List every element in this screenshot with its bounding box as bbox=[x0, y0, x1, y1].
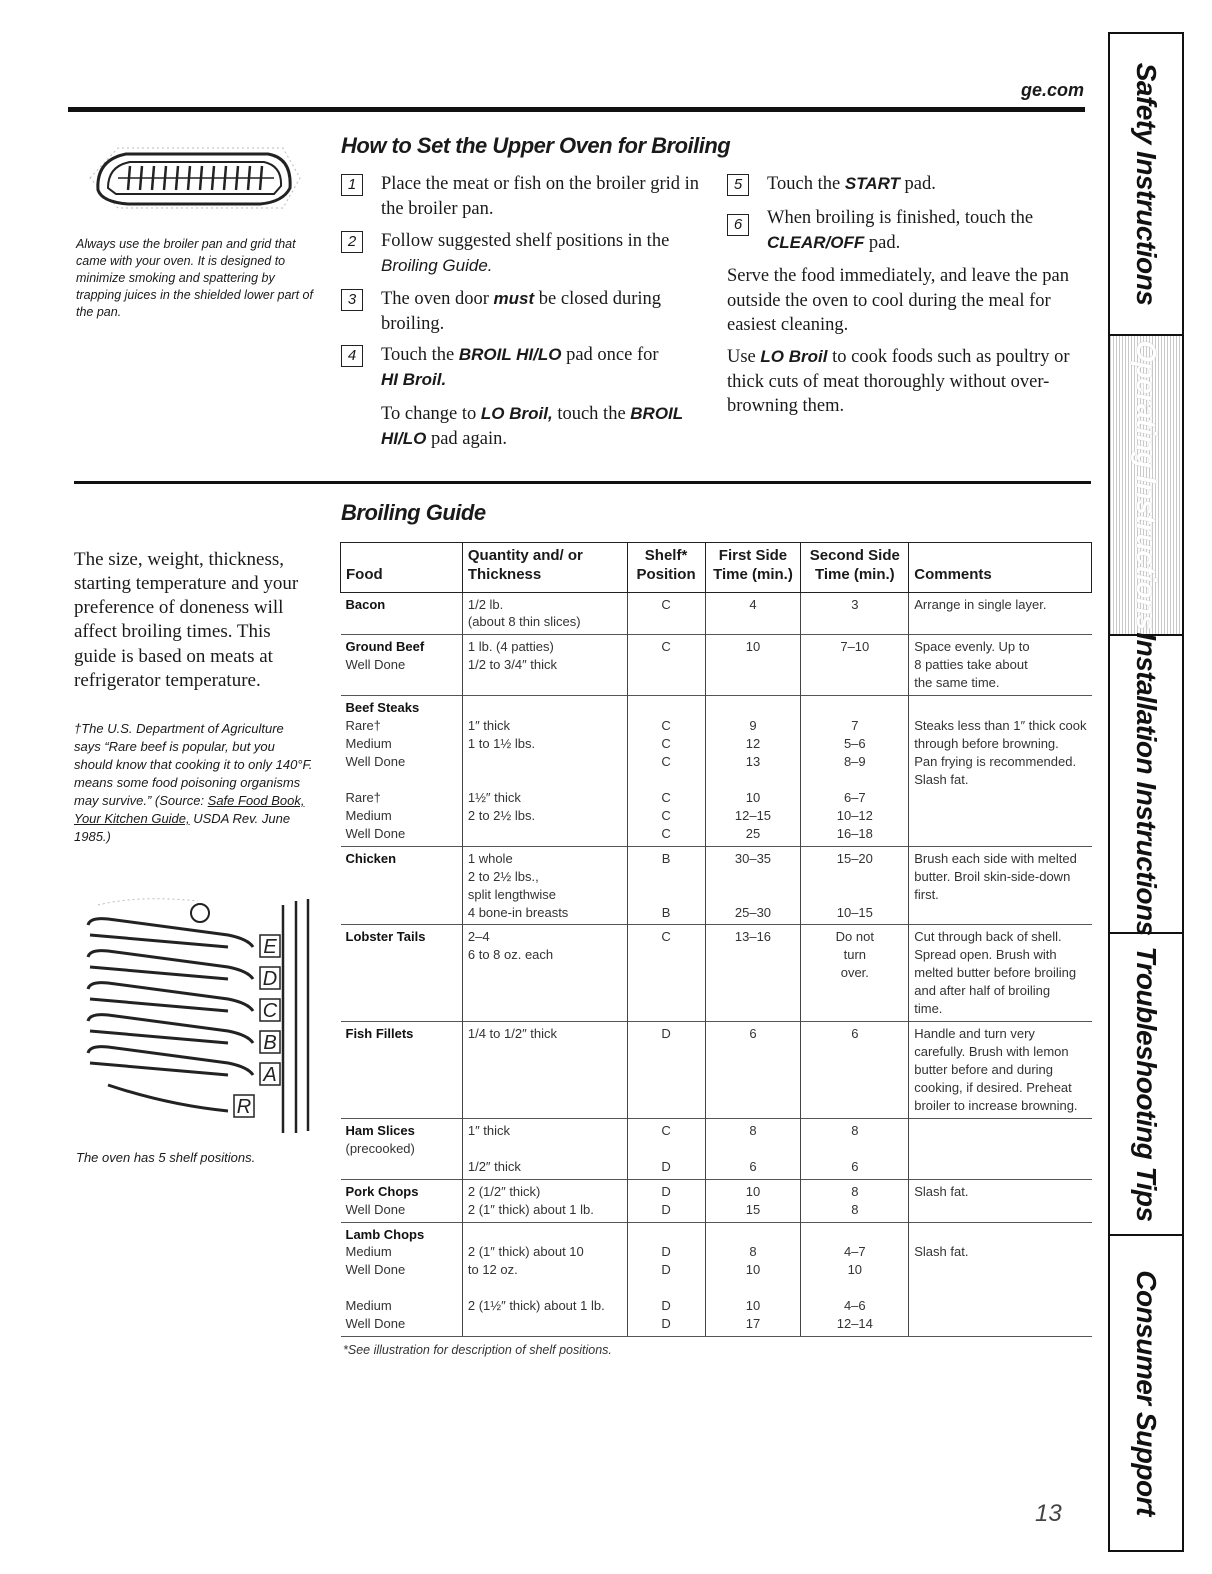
cell-food bbox=[341, 635, 463, 696]
cell-first-side bbox=[705, 635, 801, 696]
first-side-value: 10 bbox=[745, 639, 761, 655]
footnote-text-a: †The U.S. Department of Agriculture says “Rare beef is popular, but you should know that cooking it to only 140°F. means some food poisoning organisms may survive.” (Source: bbox=[74, 721, 313, 808]
shelf-value: D D D D bbox=[661, 1244, 671, 1332]
cell-food bbox=[341, 592, 463, 635]
comments-value: Handle and turn very carefully. Brush with lemon butter before and during cooking, if desired. Preheat broiler to increase browning. bbox=[914, 1026, 1078, 1113]
comments-value: Arrange in single layer. bbox=[914, 596, 1047, 612]
step-text-a: Touch the bbox=[381, 345, 459, 365]
cell-comments bbox=[909, 1222, 1092, 1337]
lo-broil-em: LO Broil, bbox=[480, 404, 553, 423]
step-text bbox=[381, 287, 701, 336]
cell-first-side bbox=[705, 696, 801, 847]
tab-label: Safety Instructions bbox=[1131, 62, 1162, 306]
cell-qty bbox=[462, 1222, 627, 1337]
comments-value: Cut through back of shell. Spread open. Brush with melted butter before broiling and after half of broiling time. bbox=[914, 929, 1077, 1017]
lo-broil-text bbox=[381, 402, 711, 451]
cell-shelf bbox=[627, 1118, 705, 1179]
qty-value: 2 (1/2″ thick) 2 (1″ thick) about 1 lb. bbox=[467, 1183, 594, 1217]
step-text-b: Broiling Guide. bbox=[381, 255, 493, 275]
cell-first-side bbox=[705, 1118, 801, 1179]
cell-second-side bbox=[801, 1222, 909, 1337]
section-title-guide: Broiling Guide bbox=[341, 500, 486, 525]
food-name: Beef Steaks bbox=[345, 700, 420, 716]
lo-broil-a: To change to bbox=[381, 404, 481, 424]
shelf-value: C bbox=[661, 639, 671, 655]
cell-second-side bbox=[801, 1118, 909, 1179]
lo-broil-b: touch the bbox=[552, 404, 631, 424]
second-side-value: Do not turn over. bbox=[835, 929, 874, 981]
comments-value: Slash fat. bbox=[914, 1183, 969, 1199]
step-text-a: Touch the bbox=[767, 174, 845, 194]
lo-broil-c: pad again. bbox=[426, 428, 507, 449]
cell-comments bbox=[909, 846, 1092, 925]
cell-comments bbox=[909, 592, 1092, 635]
serve-paragraph: Serve the food immediately, and leave the pan outside the oven to cool during the meal for easiest cleaning. bbox=[727, 266, 1069, 336]
step-text bbox=[767, 206, 1087, 255]
second-side-value: 7–10 bbox=[840, 639, 870, 655]
food-name: Ground Beef bbox=[345, 639, 425, 655]
first-side-value: 4 bbox=[749, 596, 757, 612]
second-side-value: 15–20 10–15 bbox=[836, 850, 873, 920]
cell-second-side bbox=[801, 635, 909, 696]
first-side-value: 8 6 bbox=[749, 1122, 757, 1174]
cell-shelf bbox=[627, 635, 705, 696]
table-row bbox=[341, 635, 1092, 696]
shelf-positions-illustration bbox=[78, 895, 318, 1135]
step-emphasis: CLEAR/OFF bbox=[767, 232, 865, 252]
shelf-value: C C C C C C bbox=[661, 718, 671, 841]
table-row bbox=[341, 696, 1092, 847]
qty-value: 1″ thick 1/2″ thick bbox=[467, 1122, 521, 1174]
step-text: Place the meat or fish on the broiler grid in the broiler pan. bbox=[381, 174, 700, 219]
food-name: Fish Fillets bbox=[345, 1026, 414, 1042]
cell-qty bbox=[462, 1179, 627, 1222]
cell-second-side bbox=[801, 1179, 909, 1222]
cell-comments bbox=[909, 635, 1092, 696]
top-rule bbox=[68, 107, 1085, 112]
header-food: Food bbox=[341, 543, 463, 593]
cell-second-side bbox=[801, 1022, 909, 1119]
step-text-b: pad once for bbox=[561, 345, 659, 365]
qty-value: 1 whole 2 to 2½ lbs., split lengthwise 4 bone-in breasts bbox=[467, 850, 569, 920]
cell-comments bbox=[909, 1118, 1092, 1179]
use-a: Use bbox=[727, 347, 761, 367]
step-number: 5 bbox=[727, 174, 749, 196]
page-number: 13 bbox=[1035, 1500, 1062, 1527]
comments-value: Slash fat. bbox=[914, 1244, 969, 1260]
cell-shelf bbox=[627, 846, 705, 925]
second-side-value: 8 8 bbox=[851, 1183, 859, 1217]
tab-installation-instructions[interactable] bbox=[1110, 632, 1182, 936]
guide-intro: The size, weight, thickness, starting temperature and your preference of doneness will affect broiling times. This guide is based on meats at refrigerator temperature. bbox=[74, 549, 299, 691]
step-text-b: pad. bbox=[864, 232, 901, 253]
cell-food bbox=[341, 1222, 463, 1337]
tab-label: Troubleshooting Tips bbox=[1131, 946, 1162, 1222]
header-second-side: Second Side Time (min.) bbox=[801, 543, 909, 593]
tab-label: Operating Instructions bbox=[1131, 340, 1162, 630]
step-emphasis: START bbox=[844, 174, 900, 193]
tab-troubleshooting-tips[interactable] bbox=[1110, 934, 1182, 1236]
table-row bbox=[341, 1118, 1092, 1179]
cell-food bbox=[341, 1118, 463, 1179]
shelf-value: C D bbox=[661, 1122, 671, 1174]
shelf-value: D D bbox=[661, 1183, 671, 1217]
step-emphasis-2: HI Broil. bbox=[381, 369, 447, 389]
section-rule bbox=[74, 481, 1091, 484]
food-name: Bacon bbox=[345, 596, 386, 612]
step-number: 2 bbox=[341, 231, 363, 253]
cell-food bbox=[341, 1022, 463, 1119]
food-name: Pork Chops bbox=[345, 1183, 419, 1199]
step-emphasis: BROIL HI/LO bbox=[458, 345, 562, 364]
table-row bbox=[341, 592, 1092, 635]
qty-value: 1/4 to 1/2″ thick bbox=[467, 1026, 558, 1042]
food-name: Chicken bbox=[345, 850, 397, 866]
table-row bbox=[341, 1222, 1092, 1337]
cell-comments bbox=[909, 1022, 1092, 1119]
step-text-b: pad. bbox=[899, 174, 936, 194]
shelf-label-a: A bbox=[263, 1064, 277, 1086]
footnote-source: Safe Food Book, Your Kitchen Guide, bbox=[74, 792, 305, 826]
cell-comments bbox=[909, 925, 1092, 1022]
cell-second-side bbox=[801, 846, 909, 925]
food-doneness: Rare† Medium Well Done Rare† Medium Well Done bbox=[345, 718, 406, 841]
header-comments: Comments bbox=[909, 543, 1092, 593]
cell-comments bbox=[909, 1179, 1092, 1222]
broiling-guide-table bbox=[340, 542, 1092, 1337]
cell-first-side bbox=[705, 1222, 801, 1337]
cell-shelf bbox=[627, 696, 705, 847]
cell-first-side bbox=[705, 925, 801, 1022]
shelf-value: C bbox=[661, 596, 671, 612]
site-url: ge.com bbox=[1020, 80, 1084, 100]
tab-safety-instructions[interactable] bbox=[1110, 34, 1182, 336]
shelf-label-r: R bbox=[236, 1096, 252, 1118]
table-row bbox=[341, 1179, 1092, 1222]
step-text-b: be closed during broiling. bbox=[381, 289, 662, 334]
shelf-value: B B bbox=[661, 850, 671, 920]
table-row bbox=[341, 925, 1092, 1022]
section-title-how-to: How to Set the Upper Oven for Broiling bbox=[341, 133, 731, 158]
step-text-a: When broiling is finished, touch the bbox=[767, 208, 1034, 228]
first-side-value: 13–16 bbox=[734, 929, 772, 945]
cell-second-side bbox=[801, 696, 909, 847]
shelf-label-d: D bbox=[262, 968, 278, 990]
lo-broil-paragraph bbox=[727, 345, 1077, 419]
tab-operating-instructions[interactable] bbox=[1110, 336, 1182, 636]
food-doneness: (precooked) bbox=[345, 1140, 415, 1156]
cell-first-side bbox=[705, 1022, 801, 1119]
cell-qty bbox=[462, 592, 627, 635]
cell-qty bbox=[462, 1118, 627, 1179]
cell-shelf bbox=[627, 1179, 705, 1222]
second-side-value: 8 6 bbox=[851, 1122, 859, 1174]
shelf-value: C bbox=[661, 929, 671, 945]
qty-value: 1 lb. (4 patties) 1/2 to 3/4″ thick bbox=[467, 639, 558, 673]
cell-comments bbox=[909, 696, 1092, 847]
food-doneness: Well Done bbox=[345, 657, 406, 673]
cell-qty bbox=[462, 635, 627, 696]
qty-value: 2 (1″ thick) about 10 to 12 oz. 2 (1½″ thick) about 1 lb. bbox=[467, 1244, 605, 1314]
food-name: Lobster Tails bbox=[345, 929, 426, 945]
cell-qty bbox=[462, 925, 627, 1022]
first-side-value: 10 15 bbox=[745, 1183, 761, 1217]
tab-label: Consumer Support bbox=[1131, 1270, 1162, 1516]
cell-shelf bbox=[627, 592, 705, 635]
second-side-value: 6 bbox=[851, 1026, 859, 1042]
second-side-value: 7 5–6 8–9 6–7 10–12 16–18 bbox=[836, 718, 873, 841]
shelf-caption: The oven has 5 shelf positions. bbox=[76, 1150, 256, 1165]
food-doneness: Well Done bbox=[345, 1201, 406, 1217]
shelf-label-b: B bbox=[263, 1032, 277, 1054]
cell-shelf bbox=[627, 1022, 705, 1119]
step-number: 1 bbox=[341, 174, 363, 196]
lo-broil-em2: BROIL HI/LO bbox=[381, 404, 683, 448]
use-em: LO Broil bbox=[760, 347, 828, 366]
header-shelf: Shelf* Position bbox=[627, 543, 705, 593]
qty-value: 1/2 lb. (about 8 thin slices) bbox=[467, 596, 581, 630]
use-b: to cook foods such as poultry or thick cuts of meat thoroughly without over-browning them. bbox=[727, 347, 1070, 417]
cell-second-side bbox=[801, 925, 909, 1022]
shelf-value: D bbox=[661, 1026, 671, 1042]
comments-value: Steaks less than 1″ thick cook through before browning. Pan frying is recommended. Slash fat. bbox=[914, 718, 1087, 787]
shelf-label-c: C bbox=[262, 1000, 278, 1022]
shelf-label-e: E bbox=[263, 936, 277, 958]
step-text bbox=[767, 172, 1077, 197]
table-header-row bbox=[341, 543, 1092, 593]
first-side-value: 8 10 10 17 bbox=[745, 1244, 761, 1332]
step-number: 3 bbox=[341, 289, 363, 311]
header-quantity: Quantity and/ or Thickness bbox=[462, 543, 627, 593]
cell-shelf bbox=[627, 925, 705, 1022]
cell-food bbox=[341, 846, 463, 925]
cell-shelf bbox=[627, 1222, 705, 1337]
first-side-value: 9 12 13 10 12–15 25 bbox=[734, 718, 772, 841]
tab-consumer-support[interactable] bbox=[1110, 1236, 1182, 1550]
step-emphasis: must bbox=[493, 289, 535, 308]
cell-second-side bbox=[801, 592, 909, 635]
pan-caption: Always use the broiler pan and grid that came with your oven. It is designed to minimize smoking and spattering by trapping juices in the shielded lower part of the pan. bbox=[76, 237, 313, 319]
first-side-value: 6 bbox=[749, 1026, 757, 1042]
cell-food bbox=[341, 925, 463, 1022]
tab-label: Installation Instructions bbox=[1131, 632, 1162, 936]
cell-first-side bbox=[705, 592, 801, 635]
footnote-text-b: USDA Rev. June 1985.) bbox=[74, 810, 291, 844]
cell-qty bbox=[462, 846, 627, 925]
cell-qty bbox=[462, 696, 627, 847]
cell-first-side bbox=[705, 846, 801, 925]
step-number: 6 bbox=[727, 214, 749, 236]
step-text-a: The oven door bbox=[381, 289, 494, 309]
cell-food bbox=[341, 696, 463, 847]
usda-footnote bbox=[74, 720, 314, 846]
step-text bbox=[381, 229, 711, 278]
food-name: Lamb Chops bbox=[345, 1226, 425, 1242]
cell-food bbox=[341, 1179, 463, 1222]
section-tabs bbox=[1108, 32, 1184, 1552]
cell-qty bbox=[462, 1022, 627, 1119]
step-number: 4 bbox=[341, 345, 363, 367]
first-side-value: 30–35 25–30 bbox=[734, 850, 772, 920]
comments-value: Space evenly. Up to 8 patties take about the same time. bbox=[914, 639, 1030, 691]
table-footnote: *See illustration for description of shelf positions. bbox=[343, 1343, 612, 1357]
second-side-value: 3 bbox=[851, 596, 859, 612]
step-text-a: Follow suggested shelf positions in the bbox=[381, 231, 670, 251]
header-first-side: First Side Time (min.) bbox=[705, 543, 801, 593]
table-row bbox=[341, 846, 1092, 925]
table-row bbox=[341, 1022, 1092, 1119]
food-doneness: Medium Well Done Medium Well Done bbox=[345, 1244, 406, 1332]
qty-value: 1″ thick 1 to 1½ lbs. 1½″ thick 2 to 2½ lbs. bbox=[467, 718, 536, 823]
qty-value: 2–4 6 to 8 oz. each bbox=[467, 929, 554, 963]
food-name: Ham Slices bbox=[345, 1122, 415, 1138]
second-side-value: 4–7 10 4–6 12–14 bbox=[836, 1244, 873, 1332]
step-text bbox=[381, 343, 711, 392]
broiler-pan-illustration bbox=[78, 130, 310, 230]
cell-first-side bbox=[705, 1179, 801, 1222]
comments-value: Brush each side with melted butter. Broil skin-side-down first. bbox=[914, 850, 1077, 902]
